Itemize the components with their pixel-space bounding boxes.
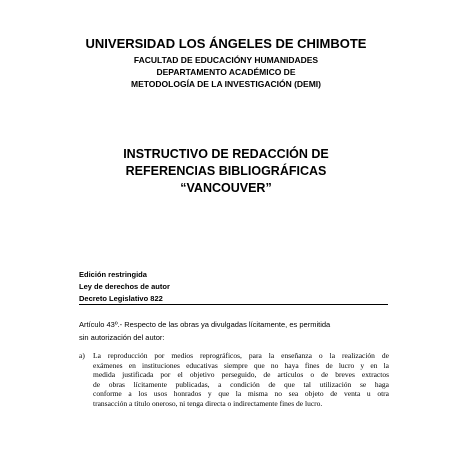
list-item-marker: a) — [79, 351, 85, 360]
department-name: DEPARTAMENTO ACADÉMICO DE — [156, 67, 296, 77]
article-line-2: sin autorización del autor: — [79, 333, 165, 342]
list-item-line: de obras lícitamente publicadas, a condición de que tal utilización se haga — [93, 379, 389, 389]
copyright-law-notice: Ley de derechos de autor — [79, 282, 170, 291]
university-name: UNIVERSIDAD LOS ÁNGELES DE CHIMBOTE — [85, 36, 367, 51]
legal-divider — [79, 304, 388, 305]
list-item-line: conforme a los usos honrados y que la misma no sea objeto de venta u otra — [93, 389, 389, 398]
list-item-line: exámenes en instituciones educativas siempre que no haya fines de lucro y en la — [93, 360, 389, 370]
list-item-line: medida justificada por el objetivo perseguido, de artículos o de breves extractos — [93, 370, 389, 379]
list-item-text — [93, 351, 389, 408]
article-43-paragraph — [79, 318, 389, 344]
decree-notice: Decreto Legislativo 822 — [79, 294, 163, 303]
article-line-1: Artículo 43º.- Respecto de las obras ya divulgadas lícitamente, es permitida — [79, 320, 331, 329]
faculty-name: FACULTAD DE EDUCACIÓNY HUMANIDADES — [133, 55, 319, 65]
document-title-line-3: “VANCOUVER” — [180, 181, 272, 195]
list-item-line: La reproducción por medios reprográficos, para la enseñanza o la realización de — [93, 351, 389, 360]
document-title-line-2: REFERENCIAS BIBLIOGRÁFICAS — [125, 164, 327, 178]
document-title-line-1: INSTRUCTIVO DE REDACCIÓN DE — [123, 147, 329, 161]
list-item-line: transacción a título oneroso, ni tenga directa o indirectamente fines de lucro. — [93, 398, 323, 408]
edition-notice: Edición restringida — [79, 270, 147, 279]
methodology-name: METODOLOGÍA DE LA INVESTIGACIÓN (DEMI) — [131, 79, 321, 89]
